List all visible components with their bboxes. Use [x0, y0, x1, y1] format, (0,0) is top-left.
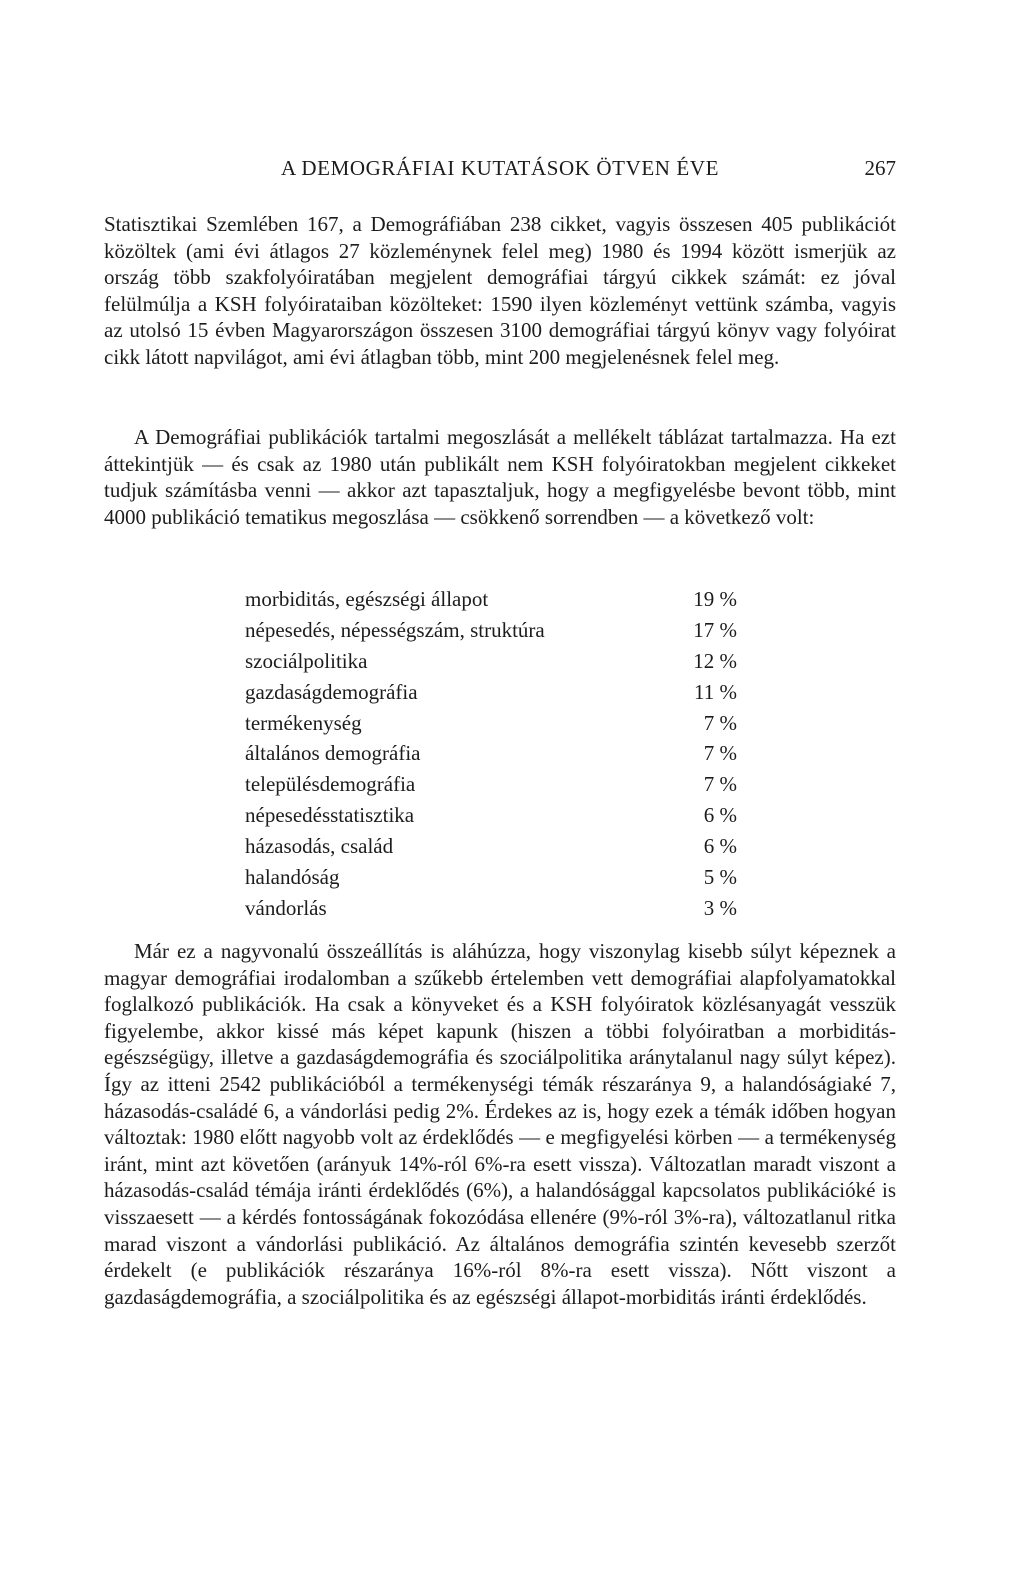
topic-percentage: 19 % — [693, 587, 737, 611]
topic-row — [245, 831, 737, 862]
running-header — [104, 156, 896, 186]
topic-name: népesedés, népességszám, struktúra — [245, 617, 545, 642]
topic-percentage: 11 % — [694, 679, 737, 704]
topic-percentage: 12 % — [693, 648, 737, 673]
topic-name: halandóság — [245, 865, 340, 890]
topic-percentage: 7 % — [703, 710, 737, 735]
topic-name: termékenység — [245, 710, 362, 735]
paragraph-table-intro: A Demográfiai publikációk tartalmi megoszlását a mellékelt táblázat tartalmazza. Ha ezt áttekintjük — és csak az 1980 után publikált nem KSH folyóiratokban megjelent cikkeket tudjuk számításba venni — akkor azt tapasztaljuk, hogy a megfigyelésbe bevont több, mint 4000 publikáció tematikus megoszlása — csökkenő sorrendben — a következő volt: — [104, 425, 896, 529]
topic-name: szociálpolitika — [245, 648, 368, 673]
topic-percentage: 7 % — [703, 741, 737, 766]
topic-row — [245, 615, 737, 646]
page-number: 267 — [864, 156, 896, 180]
topic-distribution-list — [245, 584, 737, 924]
header-title: A DEMOGRÁFIAI KUTATÁSOK ÖTVEN ÉVE — [280, 156, 720, 180]
topic-name: népesedésstatisztika — [245, 803, 415, 828]
topic-row — [245, 708, 737, 739]
topic-name: gazdaságdemográfia — [245, 679, 418, 704]
topic-percentage: 6 % — [703, 834, 737, 859]
topic-row — [245, 584, 737, 615]
topic-percentage: 17 % — [693, 617, 737, 642]
topic-row — [245, 738, 737, 769]
topic-percentage: 3 % — [703, 895, 737, 920]
topic-row — [245, 677, 737, 708]
topic-row — [245, 893, 737, 924]
paragraph-analysis: Már ez a nagyvonalú összeállítás is aláhúzza, hogy viszonylag kisebb súlyt képeznek a magyar demográfiai irodalomban a szűkebb értelemben vett demográfiai alapfolyamatokkal foglalkozó publikációk. Ha csak a könyveket és a KSH folyóiratok közlésanyagát vesszük figyelembe, akkor kissé más képet kapunk (hiszen a többi folyóiratban a morbiditás-egészségügy, illetve a gazdaságdemográfia és szociálpolitika aránytalanul nagy súlyt képez). Így az itteni 2542 publikációból a termékenységi témák részaránya 9, a halandóságiaké 7, házasodás-családé 6, a vándorlási pedig 2%. Érdekes az is, hogy ezek a témák időben hogyan változtak: 1980 előtt nagyobb volt az érdeklődés — e megfigyelési körben — a termékenység iránt, mint azt követően (arányuk 14%-ról 6%-ra esett vissza). Változatlan maradt viszont a házasodás-család témája iránti érdeklődés (6%), a halandósággal kapcsolatos publikációké is visszaesett — a kérdés fontosságának fokozódása ellenére (9%-ról 3%-ra), változatlanul ritka marad viszont a vándorlási publikáció. Az általános demográfia szintén kevesebb szerzőt érdekelt (e publikációk részaránya 16%-ról 8%-ra esett vissza). Nőtt viszont a gazdaságdemográfia, a szociálpolitika és az egészségi állapot-morbiditás iránti érdeklődés. — [104, 939, 896, 1309]
topic-percentage: 6 % — [703, 803, 737, 828]
topic-name: morbiditás, egészségi állapot — [245, 587, 489, 611]
topic-name: településdemográfia — [245, 772, 416, 797]
topic-percentage: 5 % — [703, 865, 737, 890]
paragraph-intro: Statisztikai Szemlében 167, a Demográfiában 238 cikket, vagyis összesen 405 publikációt közöltek (ami évi átlagos 27 közleménynek felel meg) 1980 és 1994 között ismerjük az ország több szakfolyóiratában megjelent demográfiai tárgyú cikkek számát: ez jóval felülmúlja a KSH folyóirataiban közölteket: 1590 ilyen közleményt vettünk számba, vagyis az utolsó 15 évben Magyarországon összesen 3100 demográfiai tárgyú könyv vagy folyóirat cikk látott napvilágot, ami évi átlagban több, mint 200 megjelenésnek felel meg. — [104, 212, 896, 369]
topic-row — [245, 646, 737, 677]
topic-row — [245, 800, 737, 831]
topic-name: házasodás, család — [245, 834, 394, 859]
topic-row — [245, 862, 737, 893]
topic-row — [245, 769, 737, 800]
topic-percentage: 7 % — [703, 772, 737, 797]
topic-name: általános demográfia — [245, 741, 421, 766]
topic-name: vándorlás — [245, 895, 327, 920]
